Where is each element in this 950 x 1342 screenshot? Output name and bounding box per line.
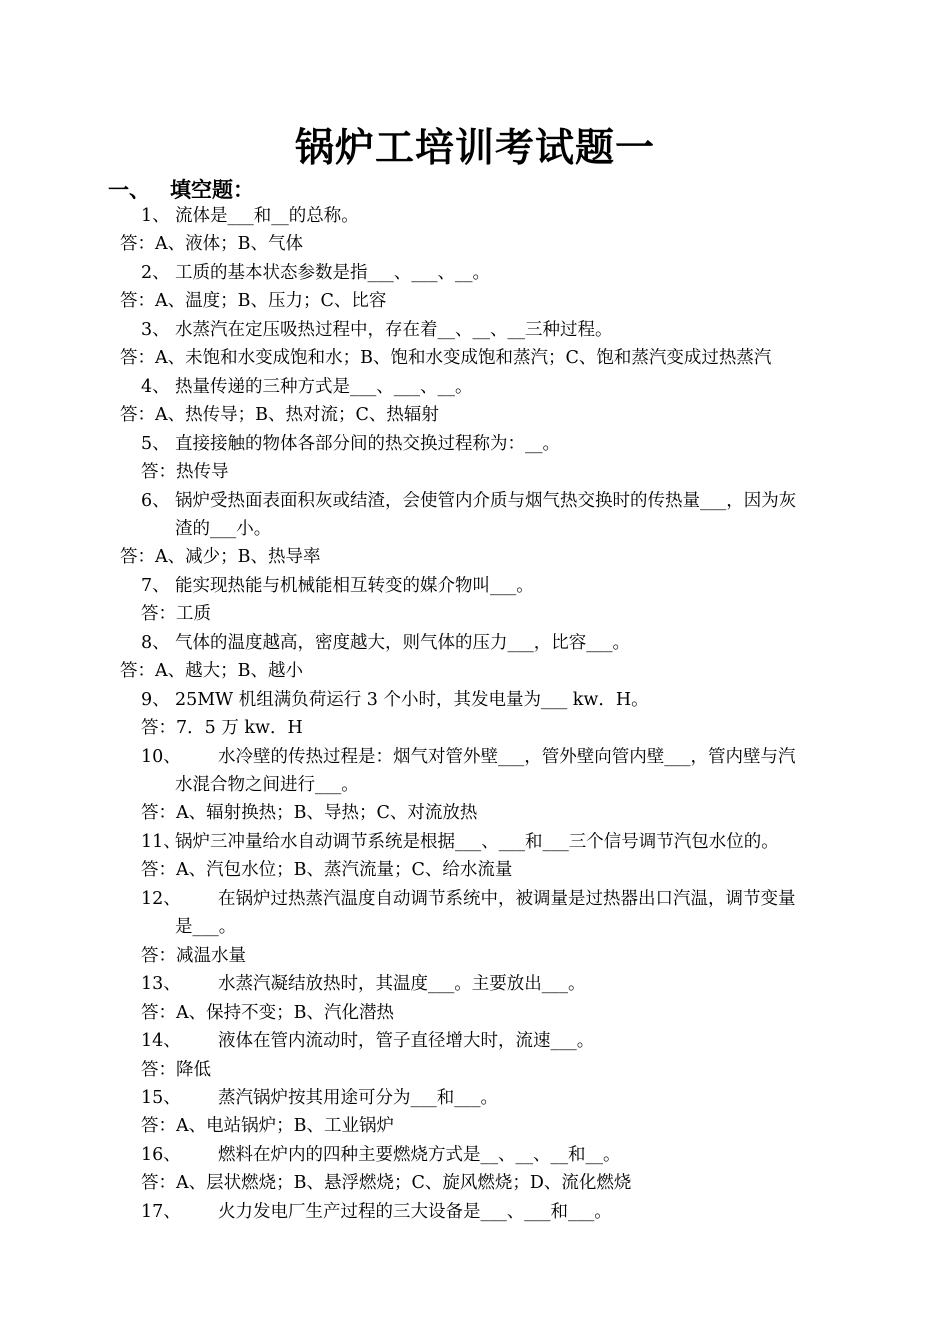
question-item: [141, 1141, 621, 1169]
question-text: 液体在管内流动时，管子直径增大时，流速___。: [218, 1031, 595, 1052]
question-number: 3、: [141, 319, 170, 340]
question-text: 气体的温度越高，密度越大，则气体的压力___，比容___。: [175, 632, 630, 653]
page-title: 锅炉工培训考试题一: [294, 125, 655, 171]
question-item: [141, 1084, 498, 1112]
question-item: [141, 430, 560, 458]
question-item: [141, 572, 534, 600]
question-number: 5、: [141, 433, 170, 454]
question-continuation: 是___。: [175, 917, 237, 938]
question-item: [141, 1198, 612, 1226]
question-item: [141, 885, 796, 913]
question-item: [141, 743, 796, 771]
question-number: 14、: [141, 1031, 181, 1052]
question-text: 工质的基本状态参数是指___、___、__。: [175, 262, 490, 283]
question-text: 直接接触的物体各部分间的热交换过程称为：__。: [175, 433, 560, 454]
question-text: 水冷壁的传热过程是：烟气对管外壁___，管外壁向管内壁___，管内壁与汽: [218, 746, 796, 767]
question-text: 流体是___和__的总称。: [175, 206, 359, 226]
question-text: 锅炉受热面表面积灰或结渣，会使管内介质与烟气热交换时的传热量___，因为灰: [175, 490, 797, 511]
question-text: 燃料在炉内的四种主要燃烧方式是__、__、__和__。: [218, 1144, 621, 1165]
question-item: [141, 259, 490, 287]
question-item: [141, 686, 649, 714]
question-text: 水蒸汽凝结放热时，其温度___。主要放出___。: [218, 974, 586, 995]
question-number: 6、: [141, 490, 170, 511]
question-text: 热量传递的三种方式是___、___、__。: [175, 376, 473, 397]
answer-line: 答：A、辐射换热；B、导热；C、对流放热: [141, 803, 478, 824]
question-text: 在锅炉过热蒸汽温度自动调节系统中，被调量是过热器出口汽温，调节变量: [218, 888, 796, 909]
question-number: 4、: [141, 376, 170, 397]
question-item: [141, 373, 473, 401]
answer-line: 答：A、减少；B、热导率: [120, 547, 321, 568]
answer-line: 答：A、保持不变；B、汽化潜热: [141, 1002, 394, 1023]
question-number: 11、: [141, 831, 181, 852]
question-number: 9、: [141, 689, 170, 710]
section-heading: [108, 176, 254, 204]
answer-line: 答：A、液体；B、气体: [120, 234, 303, 255]
question-item: [141, 487, 796, 515]
question-number: 13、: [141, 974, 181, 995]
question-text: 火力发电厂生产过程的三大设备是___、___和___。: [218, 1201, 612, 1222]
question-number: 8、: [141, 632, 170, 653]
question-number: 12、: [141, 888, 181, 909]
question-text: 25MW 机组满负荷运行 3 个小时，其发电量为___ kw．H。: [175, 689, 649, 710]
question-text: 蒸汽锅炉按其用途可分为___和___。: [218, 1087, 498, 1108]
question-number: 2、: [141, 262, 170, 283]
answer-line: 答：7．5 万 kw．H: [141, 718, 303, 739]
question-item: [141, 970, 586, 998]
question-item: [141, 316, 613, 344]
answer-line: 答：热传导: [141, 462, 229, 483]
answer-line: 答：A、热传导；B、热对流；C、热辐射: [120, 405, 439, 426]
answer-line: 答：工质: [141, 604, 211, 625]
question-number: 1、: [141, 206, 170, 226]
question-item: [141, 202, 359, 230]
question-continuation: 渣的___小。: [175, 518, 272, 539]
section-number: 一、: [108, 177, 150, 202]
answer-line: 答：A、越大；B、越小: [120, 661, 303, 682]
answer-line: 答：A、汽包水位；B、蒸汽流量；C、给水流量: [141, 860, 513, 881]
question-number: 17、: [141, 1201, 181, 1222]
question-continuation: 水混合物之间进行___。: [175, 775, 359, 795]
question-item: [141, 1027, 594, 1055]
answer-line: 答：A、温度；B、压力；C、比容: [120, 291, 387, 312]
question-item: [141, 828, 779, 856]
question-number: 7、: [141, 575, 170, 596]
answer-line: 答：A、未饱和水变成饱和水；B、饱和水变成饱和蒸汽；C、饱和蒸汽变成过热蒸汽: [120, 348, 772, 369]
question-text: 水蒸汽在定压吸热过程中，存在着__、__、__三种过程。: [175, 319, 613, 340]
answer-line: 答：降低: [141, 1059, 211, 1080]
question-number: 15、: [141, 1087, 181, 1108]
question-number: 10、: [141, 746, 181, 767]
answer-line: 答：A、电站锅炉；B、工业锅炉: [141, 1116, 394, 1137]
question-number: 16、: [141, 1144, 181, 1165]
question-text: 锅炉三冲量给水自动调节系统是根据___、___和___三个信号调节汽包水位的。: [175, 831, 779, 852]
section-label: 填空题：: [170, 177, 254, 202]
question-item: [141, 629, 630, 657]
answer-line: 答：减温水量: [141, 945, 246, 966]
question-text: 能实现热能与机械能相互转变的媒介物叫___。: [175, 575, 534, 596]
answer-line: 答：A、层状燃烧；B、悬浮燃烧；C、旋风燃烧；D、流化燃烧: [141, 1173, 632, 1194]
